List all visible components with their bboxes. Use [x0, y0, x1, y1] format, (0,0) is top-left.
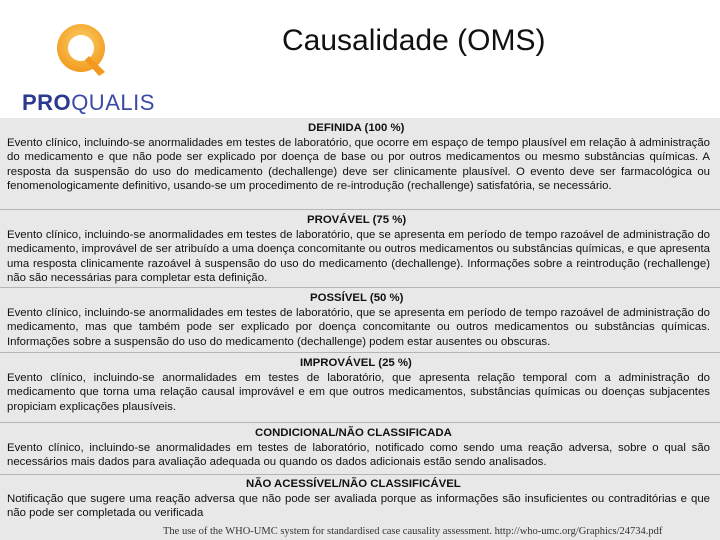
definition-title: POSSÍVEL (50 %) — [310, 292, 404, 304]
definition-title: PROVÁVEL (75 %) — [307, 214, 407, 226]
source-citation: The use of the WHO-UMC system for standardised case causality assessment. http://who-umc.org/Graphics/24734.pdf — [163, 526, 663, 537]
source-footer — [0, 526, 720, 540]
header — [0, 0, 720, 118]
proqualis-q-icon — [53, 18, 117, 82]
definition-block-condicional — [0, 423, 720, 475]
definition-text: Notificação que sugere uma reação adversa que não pode ser avaliada porque as informações são insuficientes ou contraditórias e que não pode ser completada ou verificada — [7, 493, 710, 520]
definition-block-provavel — [0, 210, 720, 288]
definition-text: Evento clínico, incluindo-se anormalidades em testes de laboratório, notificado como sendo uma reação adversa, sobre o qual são necessários mais dados para avaliação adequada ou quando os dados adicionais estão sendo analisados. — [7, 442, 710, 469]
definition-title: DEFINIDA (100 %) — [308, 122, 405, 134]
logo-wordmark: PROQUALIS — [22, 90, 155, 115]
proqualis-logo — [20, 18, 160, 114]
definition-text: Evento clínico, incluindo-se anormalidades em testes de laboratório, que se apresenta em período de tempo razoável de administração do medicamento, improvável de ser atribuído a uma doença concomitante ou outros medicamentos ou substâncias químicas, e que apresenta uma resposta clinicamente razoável à suspensão do uso do medicamento (dechallenge). Informações sobre a reintrodução (rechallenge) não são necessárias para completar esta definição. — [7, 229, 710, 285]
causality-definitions — [0, 118, 720, 526]
definition-text: Evento clínico, incluindo-se anormalidades em testes de laboratório, que ocorre em espaço de tempo plausível em relação à administração do medicamento e que não pode ser explicado por doença de base ou por outros medicamentos ou mesmo substâncias químicas. A resposta da suspensão do uso do medicamento (dechallenge) deve ser clinicamente plausível. O evento deve ser farmacológica ou fenomenologicamente definitivo, usando-se um procedimento de re-introdução (rechallenge) satisfatória, se necessário. — [7, 137, 710, 193]
definition-text: Evento clínico, incluindo-se anormalidades em testes de laboratório, que apresenta relação temporal com a administração do medicamento que torna uma relação causal improvável e em que outros medicamentos, substâncias químicas ou doenças subjacentes propiciam explicações plausíveis. — [7, 372, 710, 413]
page-title: Causalidade (OMS) — [282, 24, 546, 57]
definition-block-nao-acessivel — [0, 475, 720, 526]
definition-title: IMPROVÁVEL (25 %) — [300, 357, 412, 369]
definition-block-definida — [0, 118, 720, 210]
definition-text: Evento clínico, incluindo-se anormalidades em testes de laboratório, que se apresenta em período de tempo razoável de administração do medicamento, mas que também pode ser explicado por doença concomitante ou outros medicamentos ou substâncias químicas. Informações sobre a suspensão do uso do medicamento (dechallenge) podem estar ausentes ou obscuras. — [7, 307, 710, 348]
definition-block-improvavel — [0, 353, 720, 423]
definition-title: CONDICIONAL/NÃO CLASSIFICADA — [255, 427, 452, 439]
definition-block-possivel — [0, 288, 720, 353]
definition-title: NÃO ACESSÍVEL/NÃO CLASSIFICÁVEL — [246, 478, 461, 490]
